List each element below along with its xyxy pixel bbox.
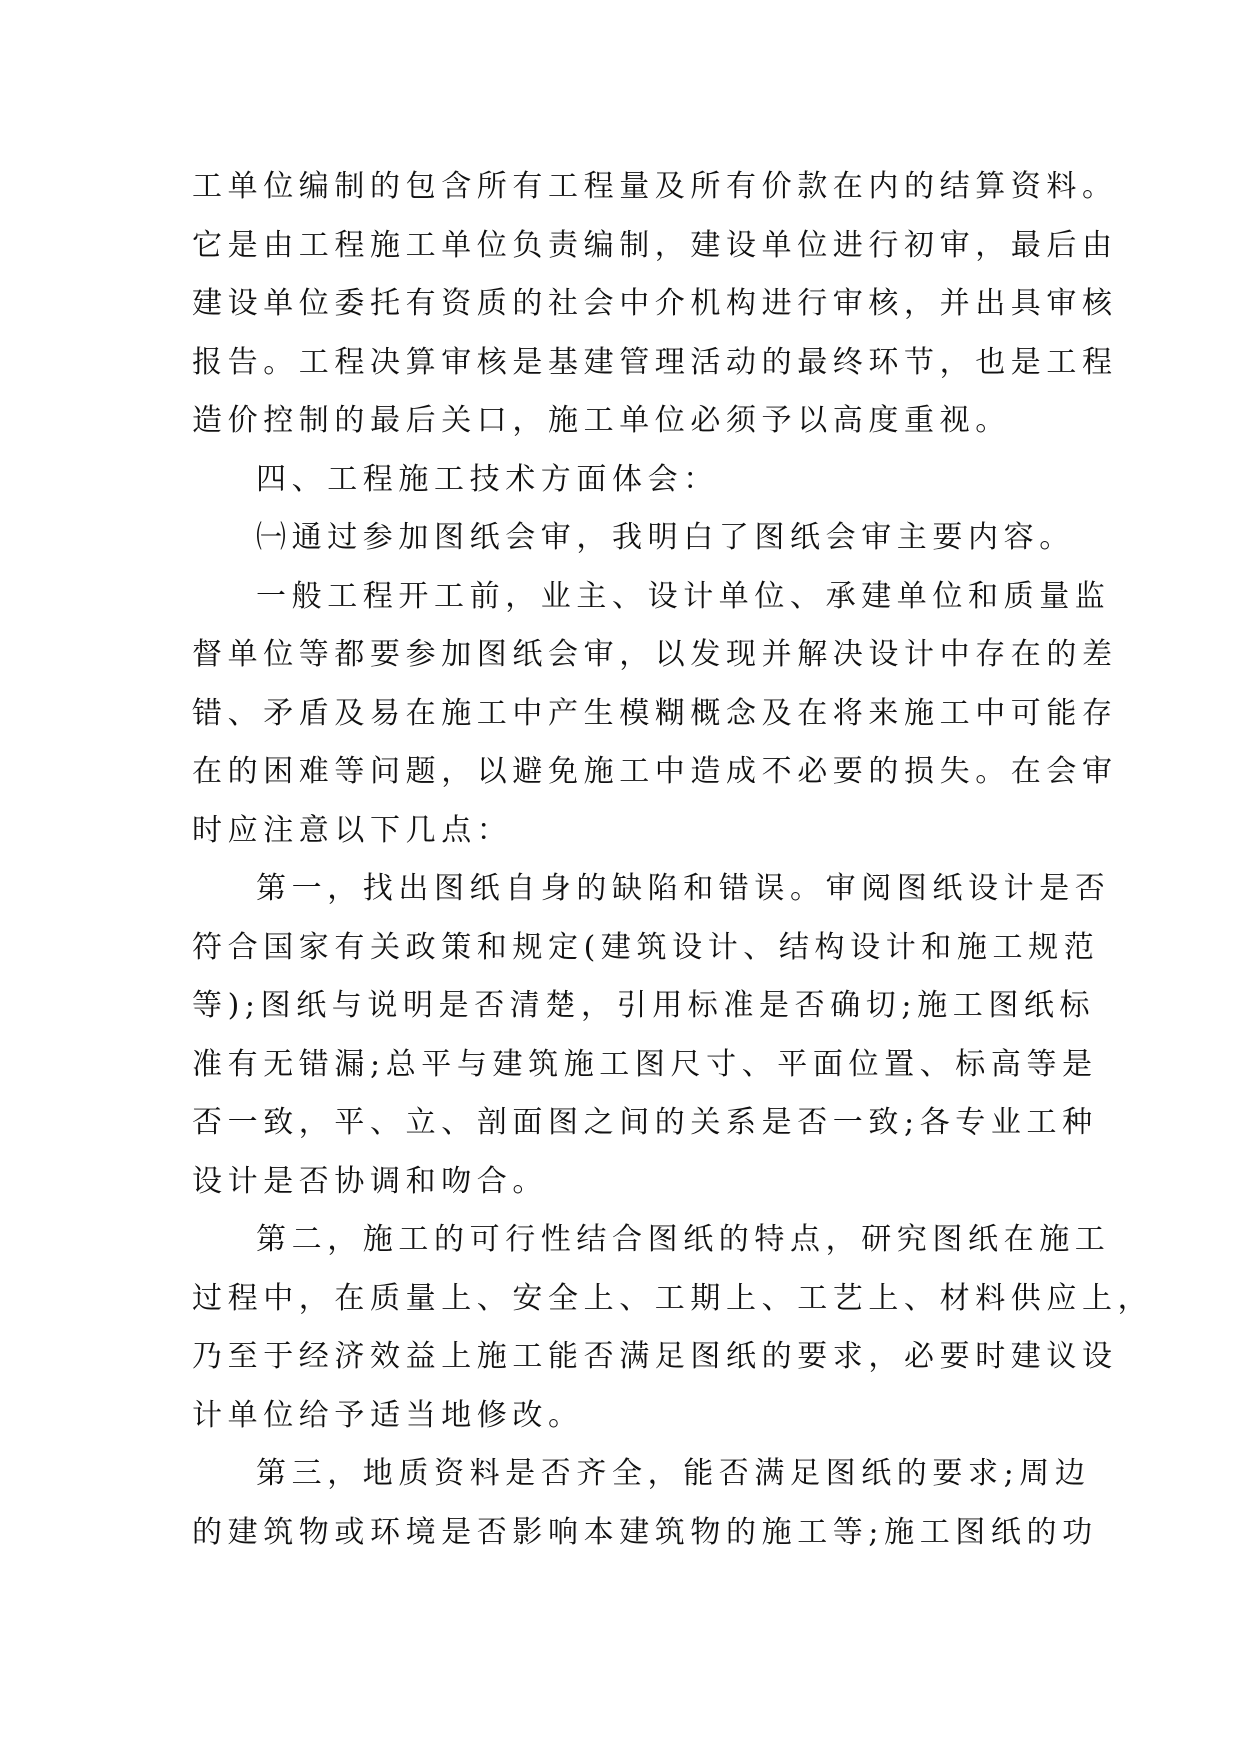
text-line: 准有无错漏;总平与建筑施工图尺寸、平面位置、标高等是 <box>192 1046 1098 1082</box>
text-line: 工单位编制的包含所有工程量及所有价款在内的结算资料。 <box>192 169 1118 204</box>
text-line: ㈠通过参加图纸会审，我明白了图纸会审主要内容。 <box>256 520 1075 555</box>
text-line: 它是由工程施工单位负责编制，建设单位进行初审，最后由 <box>192 227 1118 263</box>
text-line: 的建筑物或环境是否影响本建筑物的施工等;施工图纸的功 <box>192 1514 1098 1550</box>
text-line: 乃至于经济效益上施工能否满足图纸的要求，必要时建议设 <box>192 1339 1118 1374</box>
text-line: 第一，找出图纸自身的缺陷和错误。审阅图纸设计是否 <box>256 871 1111 906</box>
text-line: 在的困难等问题，以避免施工中造成不必要的损失。在会审 <box>192 754 1118 789</box>
text-line: 错、矛盾及易在施工中产生模糊概念及在将来施工中可能存 <box>192 695 1118 731</box>
text-line: 四、工程施工技术方面体会： <box>256 461 719 497</box>
text-line: 督单位等都要参加图纸会审，以发现并解决设计中存在的差 <box>192 637 1118 672</box>
text-line: 第二，施工的可行性结合图纸的特点，研究图纸在施工 <box>256 1222 1111 1257</box>
text-line: 过程中，在质量上、安全上、工期上、工艺上、材料供应上， <box>192 1280 1154 1316</box>
text-line: 符合国家有关政策和规定(建筑设计、结构设计和施工规范 <box>192 929 1100 965</box>
text-line: 一般工程开工前，业主、设计单位、承建单位和质量监 <box>256 578 1111 614</box>
text-line: 第三，地质资料是否齐全，能否满足图纸的要求;周边 <box>256 1456 1091 1491</box>
text-line: 否一致，平、立、剖面图之间的关系是否一致;各专业工种 <box>192 1105 1098 1140</box>
text-line: 等);图纸与说明是否清楚，引用标准是否确切;施工图纸标 <box>192 988 1096 1023</box>
document-body <box>192 158 1154 1562</box>
text-line: 时应注意以下几点： <box>192 812 513 848</box>
text-line: 计单位给予适当地修改。 <box>192 1397 584 1433</box>
text-line: 建设单位委托有资质的社会中介机构进行审核，并出具审核 <box>192 286 1118 321</box>
text-line: 报告。工程决算审核是基建管理活动的最终环节，也是工程 <box>192 344 1118 380</box>
text-line: 造价控制的最后关口，施工单位必须予以高度重视。 <box>192 403 1011 438</box>
text-line: 设计是否协调和吻合。 <box>192 1163 548 1199</box>
